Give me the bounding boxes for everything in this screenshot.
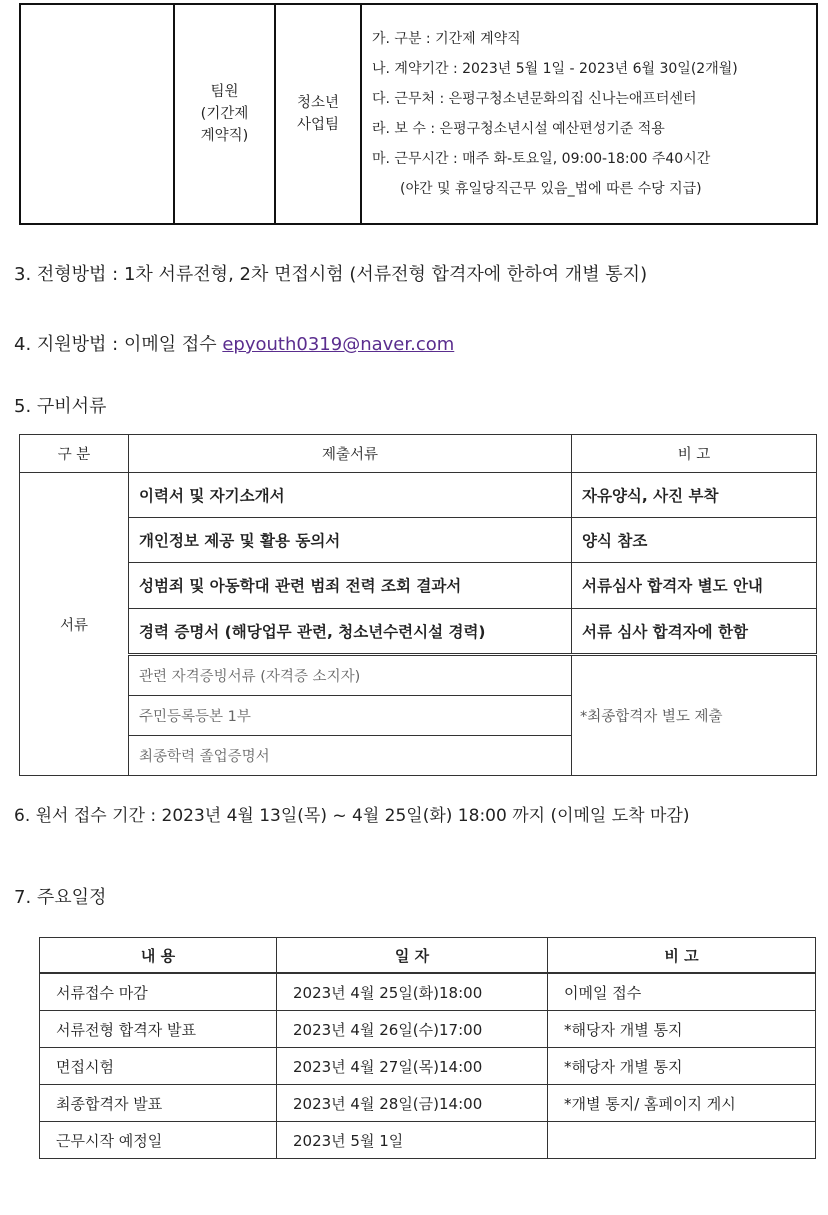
date-cell: 2023년 4월 25일(화)18:00 [277, 973, 548, 1011]
header-date: 일 자 [277, 938, 548, 974]
note-cell: 서류 심사 합격자에 한함 [572, 608, 817, 654]
category-cell: 서류 [20, 473, 129, 776]
table-row [20, 563, 817, 608]
header-note: 비 고 [548, 938, 816, 974]
header-documents: 제출서류 [129, 435, 572, 473]
note-cell: *해당자 개별 통지 [548, 1048, 816, 1085]
note-cell: 자유양식, 사진 부착 [572, 473, 817, 518]
item-cell: 서류전형 합격자 발표 [40, 1011, 277, 1048]
table-row [20, 518, 817, 563]
header-category: 구 분 [20, 435, 129, 473]
dept-line: 사업팀 [296, 117, 340, 133]
role-line: 팀원 [210, 84, 239, 100]
doc-cell: 주민등록등본 1부 [129, 695, 572, 735]
position-table [19, 3, 818, 225]
note-cell: 서류심사 합격자 별도 안내 [572, 563, 817, 608]
detail-type: 가. 구분 : 기간제 계약직 [372, 31, 521, 47]
email-link[interactable]: epyouth0319@naver.com [222, 334, 455, 355]
detail-salary: 라. 보 수 : 은평구청소년시설 예산편성기준 적용 [372, 121, 665, 137]
table-row [40, 1122, 816, 1159]
role-line: (기간제 [200, 106, 249, 122]
schedule-table [39, 937, 816, 1159]
doc-cell: 성범죄 및 아동학대 관련 범죄 전력 조회 결과서 [129, 563, 572, 608]
table-row [20, 654, 817, 695]
table-row [20, 608, 817, 654]
table-row [40, 1048, 816, 1085]
section-selection-method: 3. 전형방법 : 1차 서류전형, 2차 면접시험 (서류전형 합격자에 한하여 개별 통지) [14, 264, 648, 285]
header-item: 내 용 [40, 938, 277, 974]
table-header-row [20, 435, 817, 473]
date-cell: 2023년 4월 26일(수)17:00 [277, 1011, 548, 1048]
table-row [40, 1011, 816, 1048]
detail-cell [361, 4, 817, 224]
section-schedule: 7. 주요일정 [14, 887, 107, 908]
section-application-period: 6. 원서 접수 기간 : 2023년 4월 13일(목) ~ 4월 25일(화) 18:00 까지 (이메일 도착 마감) [14, 806, 690, 826]
item-cell: 서류접수 마감 [40, 973, 277, 1011]
item-cell: 근무시작 예정일 [40, 1122, 277, 1159]
note-cell [548, 1122, 816, 1159]
date-cell: 2023년 4월 28일(금)14:00 [277, 1085, 548, 1122]
note-cell: *개별 통지/ 홈페이지 게시 [548, 1085, 816, 1122]
section-application-method [14, 333, 454, 357]
table-row [40, 973, 816, 1011]
dept-line: 청소년 [296, 95, 340, 111]
doc-cell: 경력 증명서 (해당업무 관련, 청소년수련시설 경력) [129, 608, 572, 654]
item-cell: 면접시험 [40, 1048, 277, 1085]
dept-cell [275, 4, 361, 224]
detail-hours-note: (야간 및 휴일당직근무 있음_법에 따른 수당 지급) [400, 181, 702, 197]
application-method-label: 4. 지원방법 : 이메일 접수 [14, 334, 223, 355]
table-header-row [40, 938, 816, 974]
header-note: 비 고 [572, 435, 817, 473]
note-cell: *해당자 개별 통지 [548, 1011, 816, 1048]
table-row [40, 1085, 816, 1122]
item-cell: 최종합격자 발표 [40, 1085, 277, 1122]
note-cell: 양식 참조 [572, 518, 817, 563]
documents-table [19, 434, 817, 776]
doc-cell: 개인정보 제공 및 활용 동의서 [129, 518, 572, 563]
date-cell: 2023년 5월 1일 [277, 1122, 548, 1159]
date-cell: 2023년 4월 27일(목)14:00 [277, 1048, 548, 1085]
section-required-docs: 5. 구비서류 [14, 396, 107, 417]
note-cell: 이메일 접수 [548, 973, 816, 1011]
table-row [20, 473, 817, 518]
role-cell [174, 4, 275, 224]
detail-hours: 마. 근무시간 : 매주 화-토요일, 09:00-18:00 주40시간 [372, 151, 711, 167]
doc-cell: 관련 자격증빙서류 (자격증 소지자) [129, 654, 572, 695]
role-line: 계약직) [200, 128, 249, 144]
detail-workplace: 다. 근무처 : 은평구청소년문화의집 신나는애프터센터 [372, 91, 697, 107]
detail-period: 나. 계약기간 : 2023년 5월 1일 - 2023년 6월 30일(2개월) [372, 61, 738, 77]
doc-cell: 이력서 및 자기소개서 [129, 473, 572, 518]
doc-cell: 최종학력 졸업증명서 [129, 735, 572, 775]
note-cell: *최종합격자 별도 제출 [572, 654, 817, 775]
empty-cell [20, 4, 174, 224]
